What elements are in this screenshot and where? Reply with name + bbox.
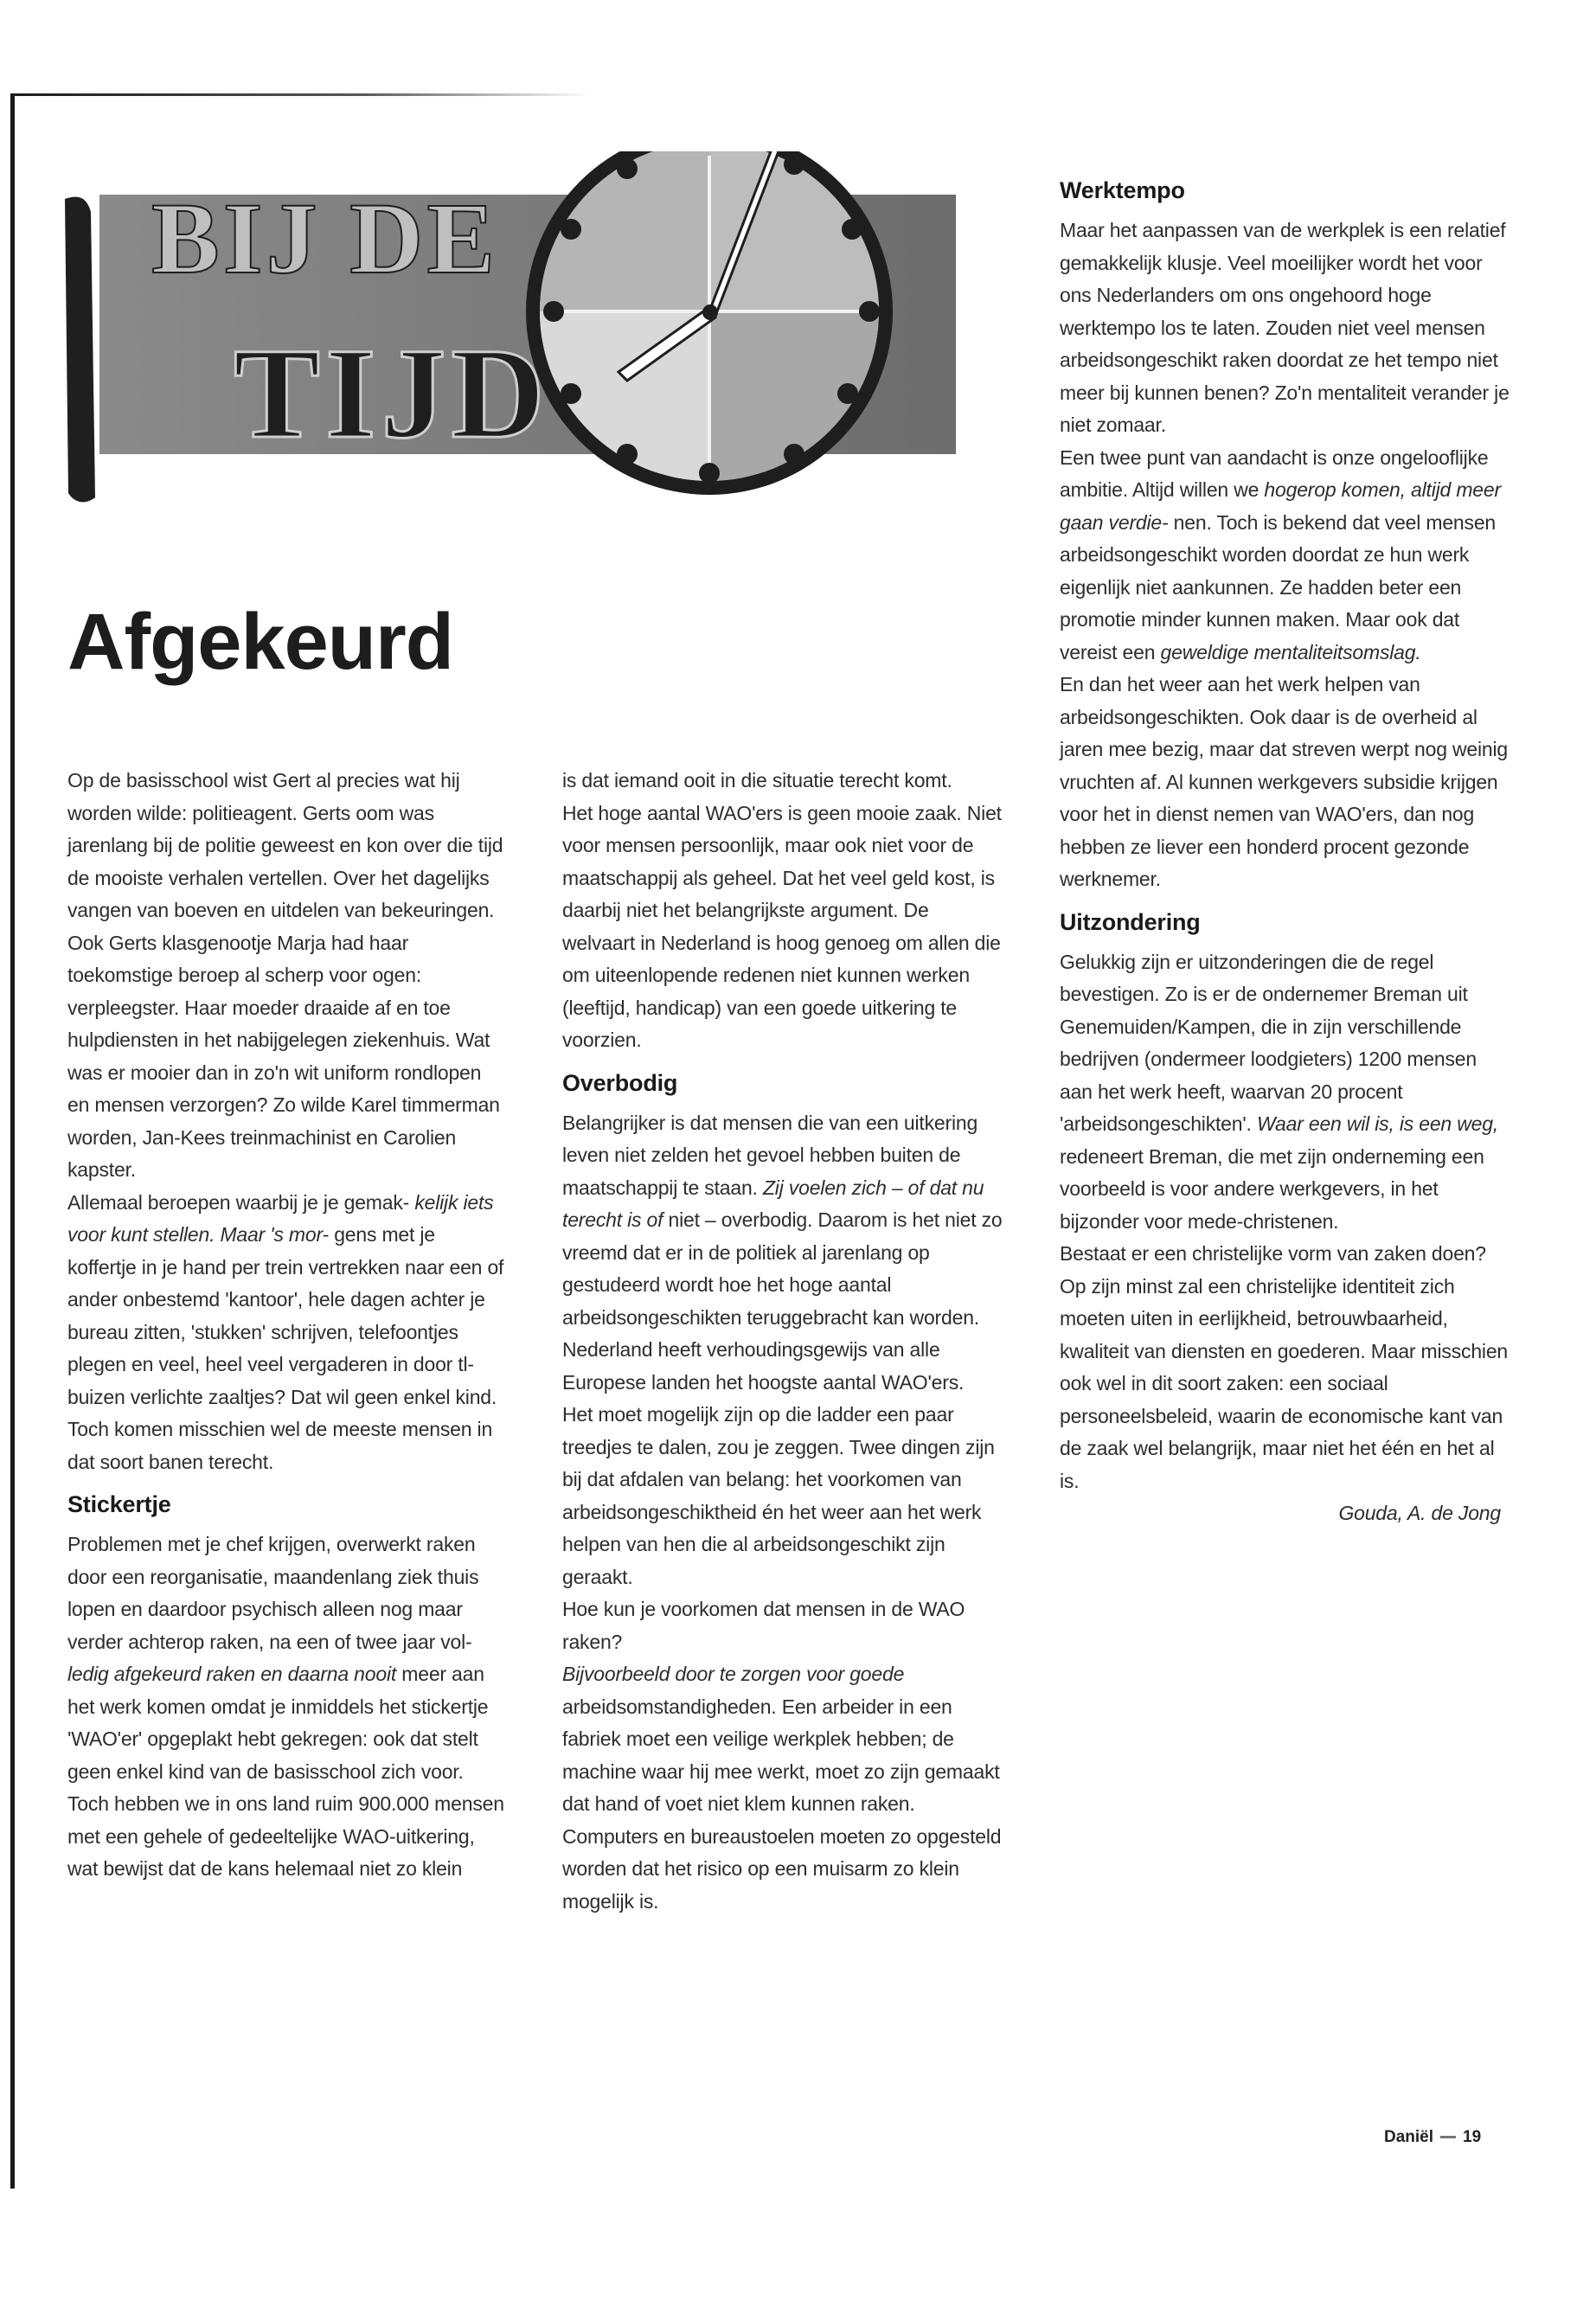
- section-heading: Werktempo: [1060, 177, 1185, 203]
- clock-logo: [65, 151, 960, 515]
- text-run: meer aan het werk komen omdat je inmiddels het stickertje 'WAO'er' opgeplakt hebt gekregen: ook dat stelt geen enkel kind van de basisschool zich voor. Toch hebben we in ons land ruim 900.000 mensen met een gehele of gedeeltelijke WAO-uitkering, wat bewijst dat de kans helemaal niet zo klein: [67, 1663, 504, 1880]
- paragraph: Het hoge aantal WAO'ers is geen mooie zaak. Niet voor mensen persoonlijk, maar ook niet voor de maatschappij als geheel. Dat het veel geld kost, is daarbij niet het belangrijkste argument. De welvaart in Nederland is hoog genoeg om allen die om uiteenlopende redenen niet kunnen werken (leeftijd, handicap) van een goede uitkering te voorzien.: [562, 801, 1002, 1051]
- paragraph: [1060, 946, 1509, 1239]
- paragraph: [1060, 442, 1509, 670]
- text-run: Problemen met je chef krijgen, overwerkt raken door een reorganisatie, maandenlang ziek thuis lopen en daardoor psychisch alleen nog maar verder achterop raken, na een of twee jaar vol-: [67, 1533, 479, 1653]
- italic-text: kelijk iets voor kunt stellen. Maar 's mor-: [67, 1190, 494, 1246]
- paragraph: Ook Gerts klasgenootje Marja had haar toekomstige beroep al scherp voor ogen: verpleegster. Haar moeder draaide af en toe hulpdiensten in het nabijgelegen ziekenhuis. Wat was er mooier dan in zo'n wit uniform rondlopen en mensen verzorgen? Zo wilde Karel timmerman worden, Jan-Kees treinmachinist en Carolien kapster.: [67, 931, 500, 1181]
- brush-stroke: [65, 197, 95, 503]
- author-signature: Gouda, A. de Jong: [1338, 1502, 1501, 1524]
- paragraph: Bestaat er een christelijke vorm van zaken doen? Op zijn minst zal een christelijke identiteit zich moeten uiten in eerlijkheid, betrouwbaarheid, kwaliteit van diensten en goederen. Maar misschien ook wel in dit soort zaken: een sociaal personeelsbeleid, waarin de economische kant van de zaak wel belangrijk, maar niet het één en het al is.: [1060, 1242, 1509, 1492]
- paragraph: Hoe kun je voorkomen dat mensen in de WAO raken?: [562, 1598, 965, 1653]
- section-heading: Uitzondering: [1060, 908, 1201, 935]
- top-rule: [10, 93, 590, 96]
- page-edge: [10, 95, 15, 2189]
- text-run: Gelukkig zijn er uitzonderingen die de regel bevestigen. Zo is er de ondernemer Breman uit Genemuiden/Kampen, die in zijn verschillende bedrijven (ondermeer loodgieters) 1200 mensen aan het werk heeft, waarvan 20 procent 'arbeidsongeschikten'.: [1060, 950, 1477, 1135]
- italic-text: Bijvoorbeeld door te zorgen voor goede: [562, 1663, 905, 1685]
- paragraph: Maar het aanpassen van de werkplek is een relatief gemakkelijk klusje. Veel moeilijker wordt het voor ons Nederlanders om ons ongehoord hoge werktempo los te laten. Zouden niet veel mensen arbeidsongeschikt raken doordat ze het tempo niet meer bij kunnen benen? Zo'n mentaliteit verander je niet zomaar.: [1060, 219, 1509, 436]
- page-number: 19: [1463, 2128, 1482, 2146]
- italic-text: Waar een wil is, is een weg,: [1256, 1112, 1499, 1135]
- text-run: Belangrijker is dat mensen die van een uitkering leven niet zelden het gevoel hebben buiten de maatschappij te staan.: [562, 1111, 978, 1199]
- paragraph: [67, 1187, 504, 1479]
- text-run: redeneert Breman, die met zijn onderneming een voorbeeld is voor andere werkgevers, in het bijzonder voor mede-christenen.: [1060, 1144, 1484, 1233]
- paragraph: [562, 1107, 1003, 1400]
- section-heading: Overbodig: [562, 1069, 678, 1096]
- paragraph: Het moet mogelijk zijn op die ladder een paar treedjes te dalen, zou je zeggen. Twee dingen zijn bij dat afdalen van belang: het voorkomen van arbeidsongeschiktheid én het weer aan het werk helpen van hen die al arbeidsongeschikt zijn geraakt.: [562, 1403, 995, 1588]
- text-column-1: [67, 765, 504, 1886]
- page-footer: [1384, 2128, 1481, 2147]
- paragraph: [67, 1529, 504, 1886]
- text-run: nen. Toch is bekend dat veel mensen arbeidsongeschikt worden doordat ze hun werk eigenlijk niet aankunnen. Ze hadden beter een promotie minder kunnen maken. Maar ook dat vereist een: [1060, 510, 1497, 663]
- footer-dash: [1440, 2136, 1456, 2138]
- paragraph: En dan het weer aan het werk helpen van arbeidsongeschikten. Ook daar is de overheid al jaren mee bezig, maar dat streven werpt nog weinig vruchten af. Al kunnen werkgevers subsidie krijgen voor het in dienst nemen van WAO'ers, dan nog hebben ze liever een honderd procent gezonde werknemer.: [1060, 673, 1509, 890]
- article-title: Afgekeurd: [67, 598, 453, 686]
- text-run: gens met je koffertje in je hand per trein vertrekken naar een of ander onbestemd 'kantoor', hele dagen achter je bureau zitten, 'stukken' schrijven, telefoontjes plegen en veel, heel veel vergaderen in door tl-buizen verlichte zaaltjes? Dat wil geen enkel kind. Toch komen misschien wel de meeste mensen in dat soort banen terecht.: [67, 1223, 504, 1473]
- italic-text: Zij voelen zich – of dat nu terecht is of: [562, 1176, 984, 1231]
- text-run: Allemaal beroepen waarbij je je gemak-: [67, 1190, 410, 1214]
- text-run: niet – overbodig. Daarom is het niet zo vreemd dat er in de politiek al jarenlang op gestudeerd wordt hoe het hoge aantal arbeidsongeschikten teruggebracht kan worden. Nederland heeft verhoudingsgewijs van alle Europese landen het hoogste aantal WAO'ers.: [562, 1208, 1003, 1394]
- paragraph: Op de basisschool wist Gert al precies wat hij worden wilde: politieagent. Gerts oom was jarenlang bij de politie geweest en kon over die tijd de mooiste verhalen vertellen. Over het dagelijks vangen van boeven en uitdelen van bekeuringen.: [67, 769, 503, 921]
- text-column-2: [562, 765, 1003, 1918]
- logo-line1: BIJ DE: [151, 182, 499, 295]
- section-masthead: [65, 151, 960, 515]
- italic-text: ledig afgekeurd raken en daarna nooit: [67, 1663, 397, 1685]
- paragraph: is dat iemand ooit in die situatie terecht komt.: [562, 769, 952, 792]
- paragraph: [562, 1658, 1003, 1918]
- text-column-3: [1060, 173, 1509, 1530]
- magazine-name: Daniël: [1384, 2128, 1434, 2146]
- logo-line2: TIJD: [234, 322, 550, 465]
- italic-text: hogerop komen, altijd meer gaan verdie-: [1060, 478, 1501, 534]
- italic-text: geweldige mentaliteitsomslag.: [1160, 640, 1421, 663]
- text-run: Een twee punt van aandacht is onze ongelooflijke ambitie. Altijd willen we: [1060, 445, 1489, 501]
- section-heading: Stickertje: [67, 1491, 171, 1517]
- text-run: arbeidsomstandigheden. Een arbeider in een fabriek moet een veilige werkplek hebben; de machine waar hij mee werkt, moet zo zijn gemaakt dat hand of voet niet klem kunnen raken. Computers en bureaustoelen moeten zo opgesteld worden dat het risico op een muisarm zo klein mogelijk is.: [562, 1695, 1002, 1913]
